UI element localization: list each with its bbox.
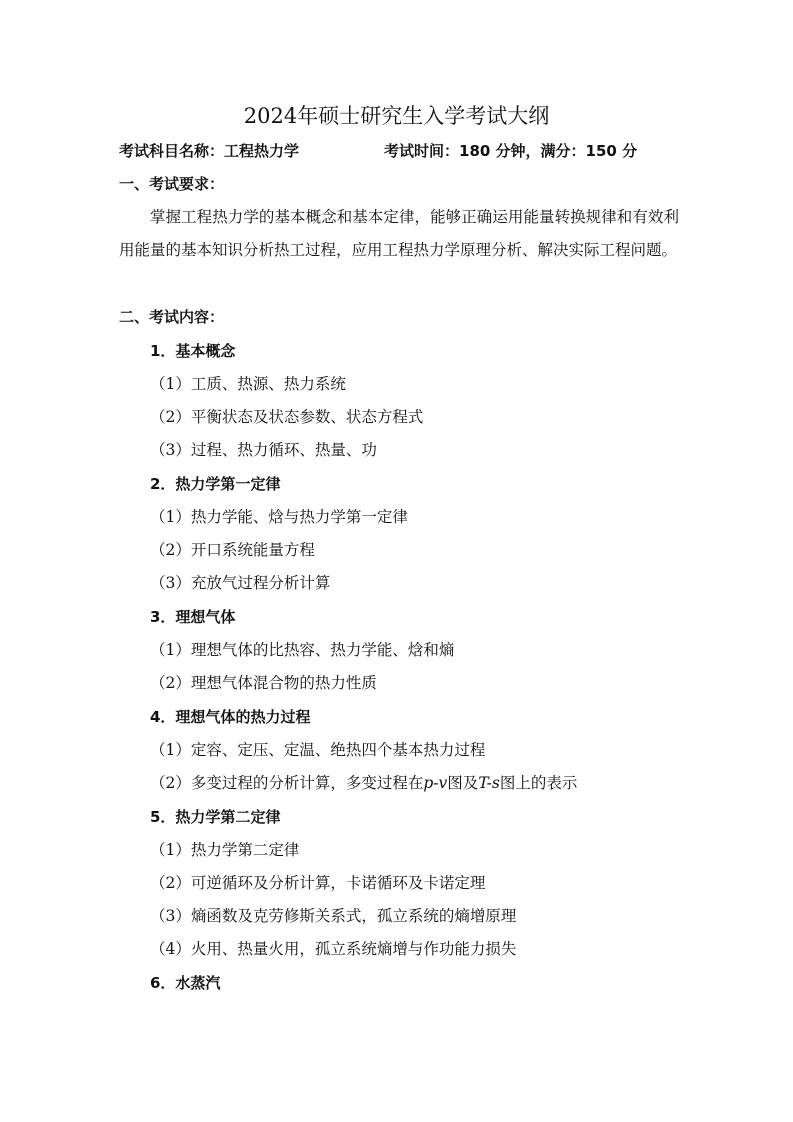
item-text: 图及	[447, 774, 479, 792]
topic-item: （2）平衡状态及状态参数、状态方程式	[150, 408, 424, 426]
topic-item: （1）理想气体的比热容、热力学能、焓和熵	[150, 641, 455, 659]
section-heading-requirements: 一、考试要求：	[119, 175, 225, 193]
topic-title: 5．热力学第二定律	[150, 808, 281, 826]
topic-item: （2）理想气体混合物的热力性质	[150, 674, 377, 692]
item-text: （2）多变过程的分析计算，多变过程在	[150, 774, 424, 792]
ts-diagram-label: T-s	[478, 774, 500, 792]
item-text: 图上的表示	[499, 774, 578, 792]
pv-diagram-label: p-v	[423, 774, 448, 792]
topic-item: （2）开口系统能量方程	[150, 541, 315, 559]
topic-item: （3）充放气过程分析计算	[150, 574, 331, 592]
topic-item: （1）工质、热源、热力系统	[150, 375, 346, 393]
topic-item: （1）定容、定压、定温、绝热四个基本热力过程	[150, 741, 486, 759]
topic-item-polytropic	[150, 772, 577, 794]
topic-item: （1）热力学能、焓与热力学第一定律	[150, 508, 408, 526]
topic-title: 1．基本概念	[150, 342, 236, 360]
topic-title: 2．热力学第一定律	[150, 475, 281, 493]
page-title: 2024年硕士研究生入学考试大纲	[243, 104, 550, 128]
exam-time-score: 考试时间：180 分钟，满分：150 分	[384, 142, 638, 160]
topic-title: 4．理想气体的热力过程	[150, 708, 311, 726]
subject-label: 考试科目名称：工程热力学	[119, 142, 300, 160]
topic-item: （3）过程、热力循环、热量、功	[150, 441, 377, 459]
section-heading-content: 二、考试内容：	[119, 308, 225, 326]
topic-item: （3）熵函数及克劳修斯关系式，孤立系统的熵增原理	[150, 907, 517, 925]
topic-item: （2）可逆循环及分析计算，卡诺循环及卡诺定理	[150, 874, 486, 892]
topic-item: （1）热力学第二定律	[150, 841, 300, 859]
topic-title: 3．理想气体	[150, 608, 236, 626]
topic-title: 6．水蒸汽	[150, 974, 221, 992]
topic-item: （4）火用、热量火用，孤立系统熵增与作功能力损失	[150, 940, 517, 958]
requirements-paragraph: 掌握工程热力学的基本概念和基本定律，能够正确运用能量转换规律和有效利用能量的基本知识分析热工过程，应用工程热力学原理分析、解决实际工程问题。	[119, 208, 679, 260]
